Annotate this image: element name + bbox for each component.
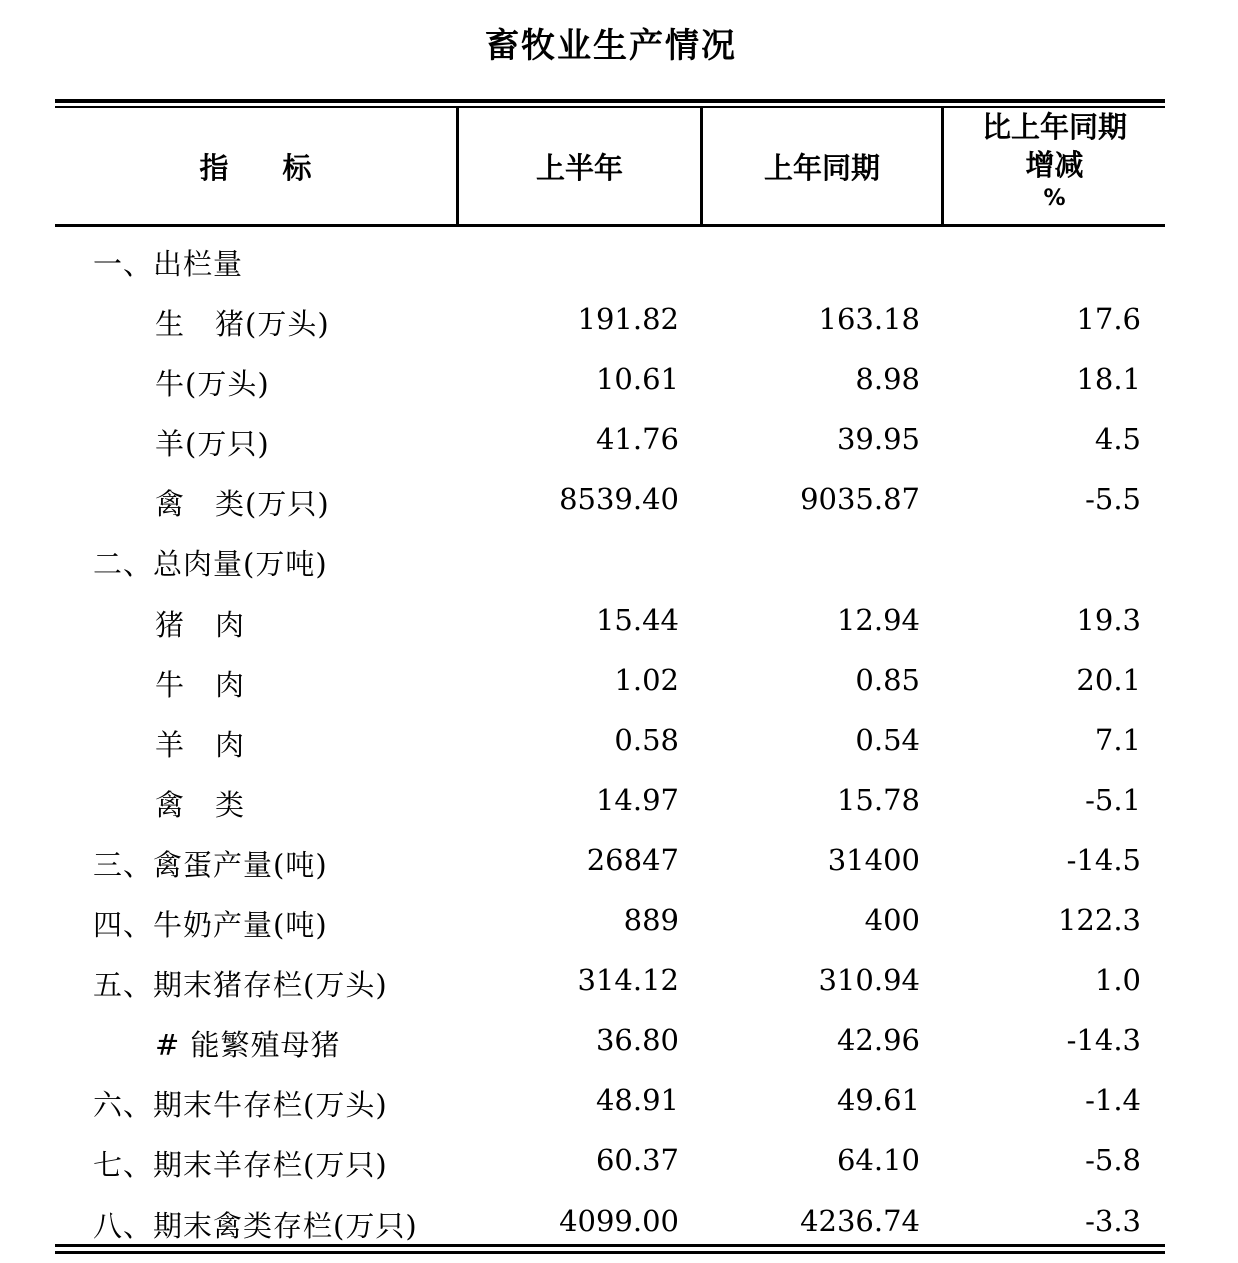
cell-half-year: 1.02 — [614, 662, 679, 697]
row-label: 猪 肉 — [155, 607, 246, 642]
cell-prev-year: 4236.74 — [800, 1203, 920, 1238]
row-label: 一、出栏量 — [93, 247, 244, 281]
row-label: # 能繁殖母猪 — [155, 1028, 341, 1063]
table-row — [55, 1192, 1165, 1252]
cell-change: 4.5 — [1094, 422, 1141, 457]
cell-half-year: 36.80 — [595, 1023, 679, 1058]
table-row — [55, 410, 1165, 470]
cell-prev-year: 163.18 — [818, 302, 920, 337]
cell-change: -14.3 — [1066, 1023, 1141, 1058]
table-row — [55, 831, 1165, 891]
header-half-year: 上半年 — [535, 150, 623, 185]
cell-prev-year: 49.61 — [836, 1083, 920, 1118]
cell-half-year: 14.97 — [595, 782, 679, 817]
cell-change: 7.1 — [1094, 722, 1141, 757]
table-bottom-outer-rule — [55, 1251, 1165, 1254]
header-bottom-rule — [55, 224, 1165, 227]
table-row — [55, 470, 1165, 530]
header-indicator-b: 标 — [282, 150, 312, 185]
row-label: 牛 肉 — [155, 667, 246, 702]
header-change — [944, 108, 1165, 224]
cell-prev-year: 310.94 — [818, 963, 920, 998]
cell-prev-year: 8.98 — [855, 362, 920, 397]
row-label: 生 猪(万头) — [155, 307, 330, 342]
cell-prev-year: 42.96 — [836, 1023, 920, 1058]
header-prev-year: 上年同期 — [763, 150, 880, 185]
table-row — [55, 891, 1165, 951]
cell-change: -5.8 — [1085, 1143, 1141, 1178]
row-label: 羊 肉 — [155, 727, 246, 762]
table-row — [55, 951, 1165, 1011]
header-change-line2: 增减 — [1025, 148, 1084, 182]
table-row — [55, 1071, 1165, 1131]
cell-prev-year: 9035.87 — [800, 482, 920, 517]
table-row — [55, 530, 1165, 590]
table-row — [55, 771, 1165, 831]
cell-change: -3.3 — [1085, 1203, 1141, 1238]
cell-half-year: 60.37 — [595, 1143, 679, 1178]
cell-prev-year: 12.94 — [836, 602, 920, 637]
cell-half-year: 48.91 — [595, 1083, 679, 1118]
cell-prev-year: 400 — [864, 903, 920, 938]
row-label: 四、牛奶产量(吨) — [93, 908, 328, 943]
cell-prev-year: 64.10 — [836, 1143, 920, 1178]
cell-change: -1.4 — [1085, 1083, 1141, 1118]
cell-change: 18.1 — [1076, 362, 1141, 397]
cell-prev-year: 39.95 — [836, 422, 920, 457]
row-label: 二、总肉量(万吨) — [93, 547, 328, 582]
cell-prev-year: 0.54 — [855, 722, 920, 757]
table-top-rule — [55, 99, 1165, 103]
cell-change: 1.0 — [1094, 963, 1141, 998]
header-change-unit: % — [1043, 186, 1066, 211]
cell-prev-year: 0.85 — [855, 662, 920, 697]
cell-half-year: 8539.40 — [559, 482, 679, 517]
cell-half-year: 191.82 — [577, 302, 679, 337]
row-label: 禽 类(万只) — [155, 487, 330, 522]
row-label: 羊(万只) — [155, 427, 270, 462]
cell-change: -14.5 — [1066, 842, 1141, 877]
row-label: 六、期末牛存栏(万头) — [93, 1088, 388, 1123]
table-body — [55, 230, 1165, 1252]
table-row — [55, 290, 1165, 350]
cell-half-year: 889 — [623, 903, 679, 938]
cell-change: -5.1 — [1085, 782, 1141, 817]
cell-change: 19.3 — [1076, 602, 1141, 637]
cell-half-year: 4099.00 — [559, 1203, 679, 1238]
cell-prev-year: 15.78 — [836, 782, 920, 817]
page-title: 畜牧业生产情况 — [485, 26, 737, 66]
table-row — [55, 651, 1165, 711]
table-row — [55, 350, 1165, 410]
row-label: 五、期末猪存栏(万头) — [93, 968, 388, 1003]
table-row — [55, 230, 1165, 290]
cell-half-year: 314.12 — [577, 963, 679, 998]
header-indicator-a: 指 — [199, 150, 229, 185]
row-label: 八、期末禽类存栏(万只) — [93, 1208, 418, 1243]
cell-half-year: 10.61 — [595, 362, 679, 397]
cell-half-year: 26847 — [586, 842, 679, 877]
cell-half-year: 41.76 — [595, 422, 679, 457]
cell-change: 17.6 — [1076, 302, 1141, 337]
table-row — [55, 1011, 1165, 1071]
cell-change: -5.5 — [1085, 482, 1141, 517]
table-bottom-rule — [55, 1244, 1165, 1247]
table-row — [55, 591, 1165, 651]
row-label: 三、禽蛋产量(吨) — [93, 847, 328, 882]
table-row — [55, 1131, 1165, 1191]
cell-change: 122.3 — [1057, 903, 1141, 938]
cell-half-year: 15.44 — [595, 602, 679, 637]
cell-prev-year: 31400 — [827, 842, 920, 877]
row-label: 牛(万头) — [155, 367, 270, 402]
header-change-line1: 比上年同期 — [981, 110, 1127, 144]
table-row — [55, 711, 1165, 771]
cell-half-year: 0.58 — [614, 722, 679, 757]
row-label: 七、期末羊存栏(万只) — [93, 1148, 388, 1183]
row-label: 禽 类 — [155, 787, 246, 822]
cell-change: 20.1 — [1076, 662, 1141, 697]
header-indicator — [55, 108, 456, 224]
